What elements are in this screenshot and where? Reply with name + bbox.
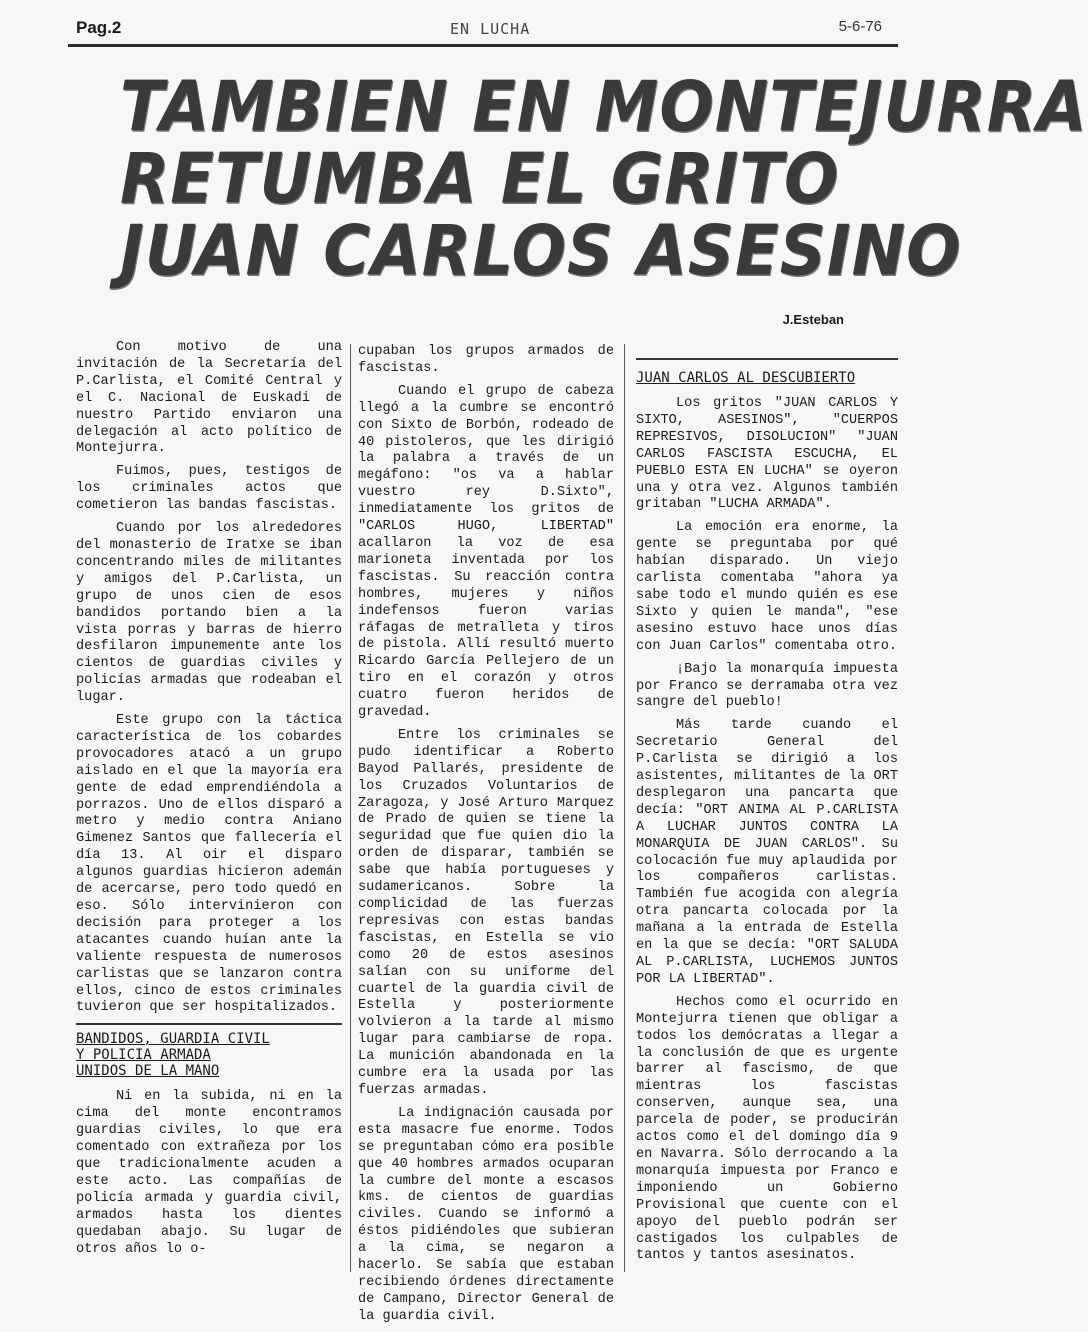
column-divider — [350, 344, 351, 1272]
section-heading — [636, 370, 898, 386]
article-column-1 — [76, 340, 342, 1264]
paragraph: Los gritos "JUAN CARLOS Y SIXTO, ASESINOS", "CUERPOS REPRESIVOS, DISOLUCION" "JUAN CARLOS FASCISTA ESCUCHA, EL PUEBLO ESTA EN LUCHA" se oyeron una y otra vez. Algunos también gritaban "LUCHA ARMADA". — [636, 396, 898, 513]
article-column-2 — [358, 344, 614, 1332]
page-header — [68, 18, 898, 42]
paragraph: Fuimos, pues, testigos de los criminales actos que cometieron las bandas fascistas. — [76, 464, 342, 514]
paragraph: Con motivo de una invitación de la Secretaría del P.Carlista, el Comité Central y el C. Nacional de Euskadi de nuestro Partido enviaron una delegación al acto político de Montejurra. — [76, 340, 342, 457]
masthead: EN LUCHA — [450, 20, 531, 38]
article-column-3 — [636, 358, 898, 1271]
headline-line-1: TAMBIEN EN MONTEJURRA — [120, 68, 1088, 148]
page-number: Pag.2 — [76, 18, 122, 37]
paragraph: Cuando el grupo de cabeza llegó a la cumbre se encontró con Sixto de Borbón, rodeado de 40 pistoleros, que les dirigió la palabra a través de un megáfono: "os va a hablar vuestro rey D.Sixto", inmediatamente los gritos de "CARLOS HUGO, LIBERTAD" acallaron la voz de esa marioneta inventada por los fascistas. Su reacción contra hombres, mujeres y niños indefensos fueron varias ráfagas de metralleta y tiros de pistola. Allí resultó muerto Ricardo García Pellejero de un tiro en el corazón y otros cuatro fueron heridos de gravedad. — [358, 383, 614, 721]
headline-line-2: RETUMBA EL GRITO — [120, 140, 840, 220]
paragraph: Más tarde cuando el Secretario General del P.Carlista se dirigió a los asistentes, militantes de la ORT desplegaron una pancarta que decía: "ORT ANIMA AL P.CARLISTA A LUCHAR JUNTOS CONTRA LA MONARQUIA DE JUAN CARLOS". Su colocación fue muy aplaudida por los compañeros carlistas. También fue acogida con alegría otra pancarta colocada por la mañana a la entrada de Estella en la que se decía: "ORT SALUDA AL P.CARLISTA, LUCHEMOS JUNTOS POR LA LIBERTAD". — [636, 718, 898, 987]
section-heading-line: UNIDOS DE LA MANO — [76, 1063, 220, 1080]
paragraph: cupaban los grupos armados de fascistas. — [358, 344, 614, 376]
paragraph: Ni en la subida, ni en la cima del monte encontramos guardias civiles, lo que era comentado con extrañeza por los que tradicionalmente acuden a este acto. Las compañías de policía armada y guardia civil, armados hasta los dientes quedaban abajo. Su lugar de otros años lo o- — [76, 1089, 342, 1257]
headline-line-3: JUAN CARLOS ASESINO — [120, 212, 962, 292]
paragraph: ¡Bajo la monarquía impuesta por Franco se derramaba otra vez sangre del pueblo! — [636, 661, 898, 711]
section-heading-line: JUAN CARLOS AL DESCUBIERTO — [636, 370, 856, 386]
section-heading-line: BANDIDOS, GUARDIA CIVIL — [76, 1031, 270, 1048]
paragraph: La indignación causada por esta masacre fue enorme. Todos se preguntaban cómo era posible que 40 hombres armados ocuparan la cumbre del monte a escasos kms. de cientos de guardias civiles. Cuando se informó a éstos pidiéndoles que subieran a la cima, se negaron a hacerlo. Se sabía que estaban recibiendo órdenes directamente de Campano, Director General de la guardia civil. — [358, 1105, 614, 1324]
paragraph: Entre los criminales se pudo identificar a Roberto Bayod Pallarés, presidente de los Cruzados Voluntarios de Zaragoza, y José Arturo Marquez de Prado de quien se tiene la seguridad que fue quien dio la orden de disparar, también se sabe que había portugueses y sudamericanos. Sobre la complicidad de las fuerzas represivas con estas bandas fascistas, en Estella se vio como 20 de estos asesinos salían con su uniforme del cuartel de la guardia civil de Estella y posteriormente volvieron a la tarde al mismo lugar para cambiarse de ropa. La munición abandonada en la cumbre era la usada por las fuerzas armadas. — [358, 727, 614, 1098]
section-heading — [76, 1023, 342, 1079]
paragraph: Este grupo con la táctica característica de los cobardes provocadores atacó a un grupo aislado en el que la mayoría era gente de edad emprendiéndola a porrazos. Uno de ellos disparó a metro y medio contra Aniano Gimenez Santos que fallecería el día 13. Al oir el disparo algunos guardias hicieron ademán de acercarse, pero todo quedó en eso. Sólo intervinieron con decisión para proteger a los atacantes cuando huían ante la valiente respuesta de numerosos carlistas que se lanzaron contra ellos, cinco de estos criminales tuvieron que ser hospitalizados. — [76, 713, 342, 1016]
column-divider — [624, 344, 625, 1272]
paragraph: Hechos como el ocurrido en Montejurra tienen que obligar a todos los demócratas a llegar a la conclusión de que es urgente barrer al fascismo, de que mientras los fascistas conserven, aunque sea, una parcela de poder, se producirán actos como el del domingo día 9 en Navarra. Sólo derrocando a la monarquía impuesta por Franco e imponiendo un Gobierno Provisional que cuente con el apoyo del pueblo podrán ser castigados los culpables de tantos y tantos asesinatos. — [636, 994, 898, 1264]
paragraph: Cuando por los alrededores del monasterio de Iratxe se iban concentrando miles de militantes y amigos del P.Carlista, un grupo de unos cien de esos bandidos portando bien a la vista porras y barras de hierro desfilaron impunemente ante los cientos de guardias civiles y policías armadas que rodeaban el lugar. — [76, 521, 342, 706]
section-heading-line: Y POLICIA ARMADA — [76, 1047, 211, 1064]
section-rule — [636, 358, 898, 360]
header-rule — [68, 44, 898, 47]
headline — [120, 68, 1088, 292]
paragraph: La emoción era enorme, la gente se preguntaba por qué habían disparado. Un viejo carlista comentaba "ahora ya sabe todo el mundo quién es ese Sixto y quien le manda", "ese asesino estuvo hace unos días con Juan Carlos" comentaba otro. — [636, 520, 898, 654]
issue-date: 5-6-76 — [838, 18, 882, 35]
byline: J.Esteban — [782, 312, 844, 327]
